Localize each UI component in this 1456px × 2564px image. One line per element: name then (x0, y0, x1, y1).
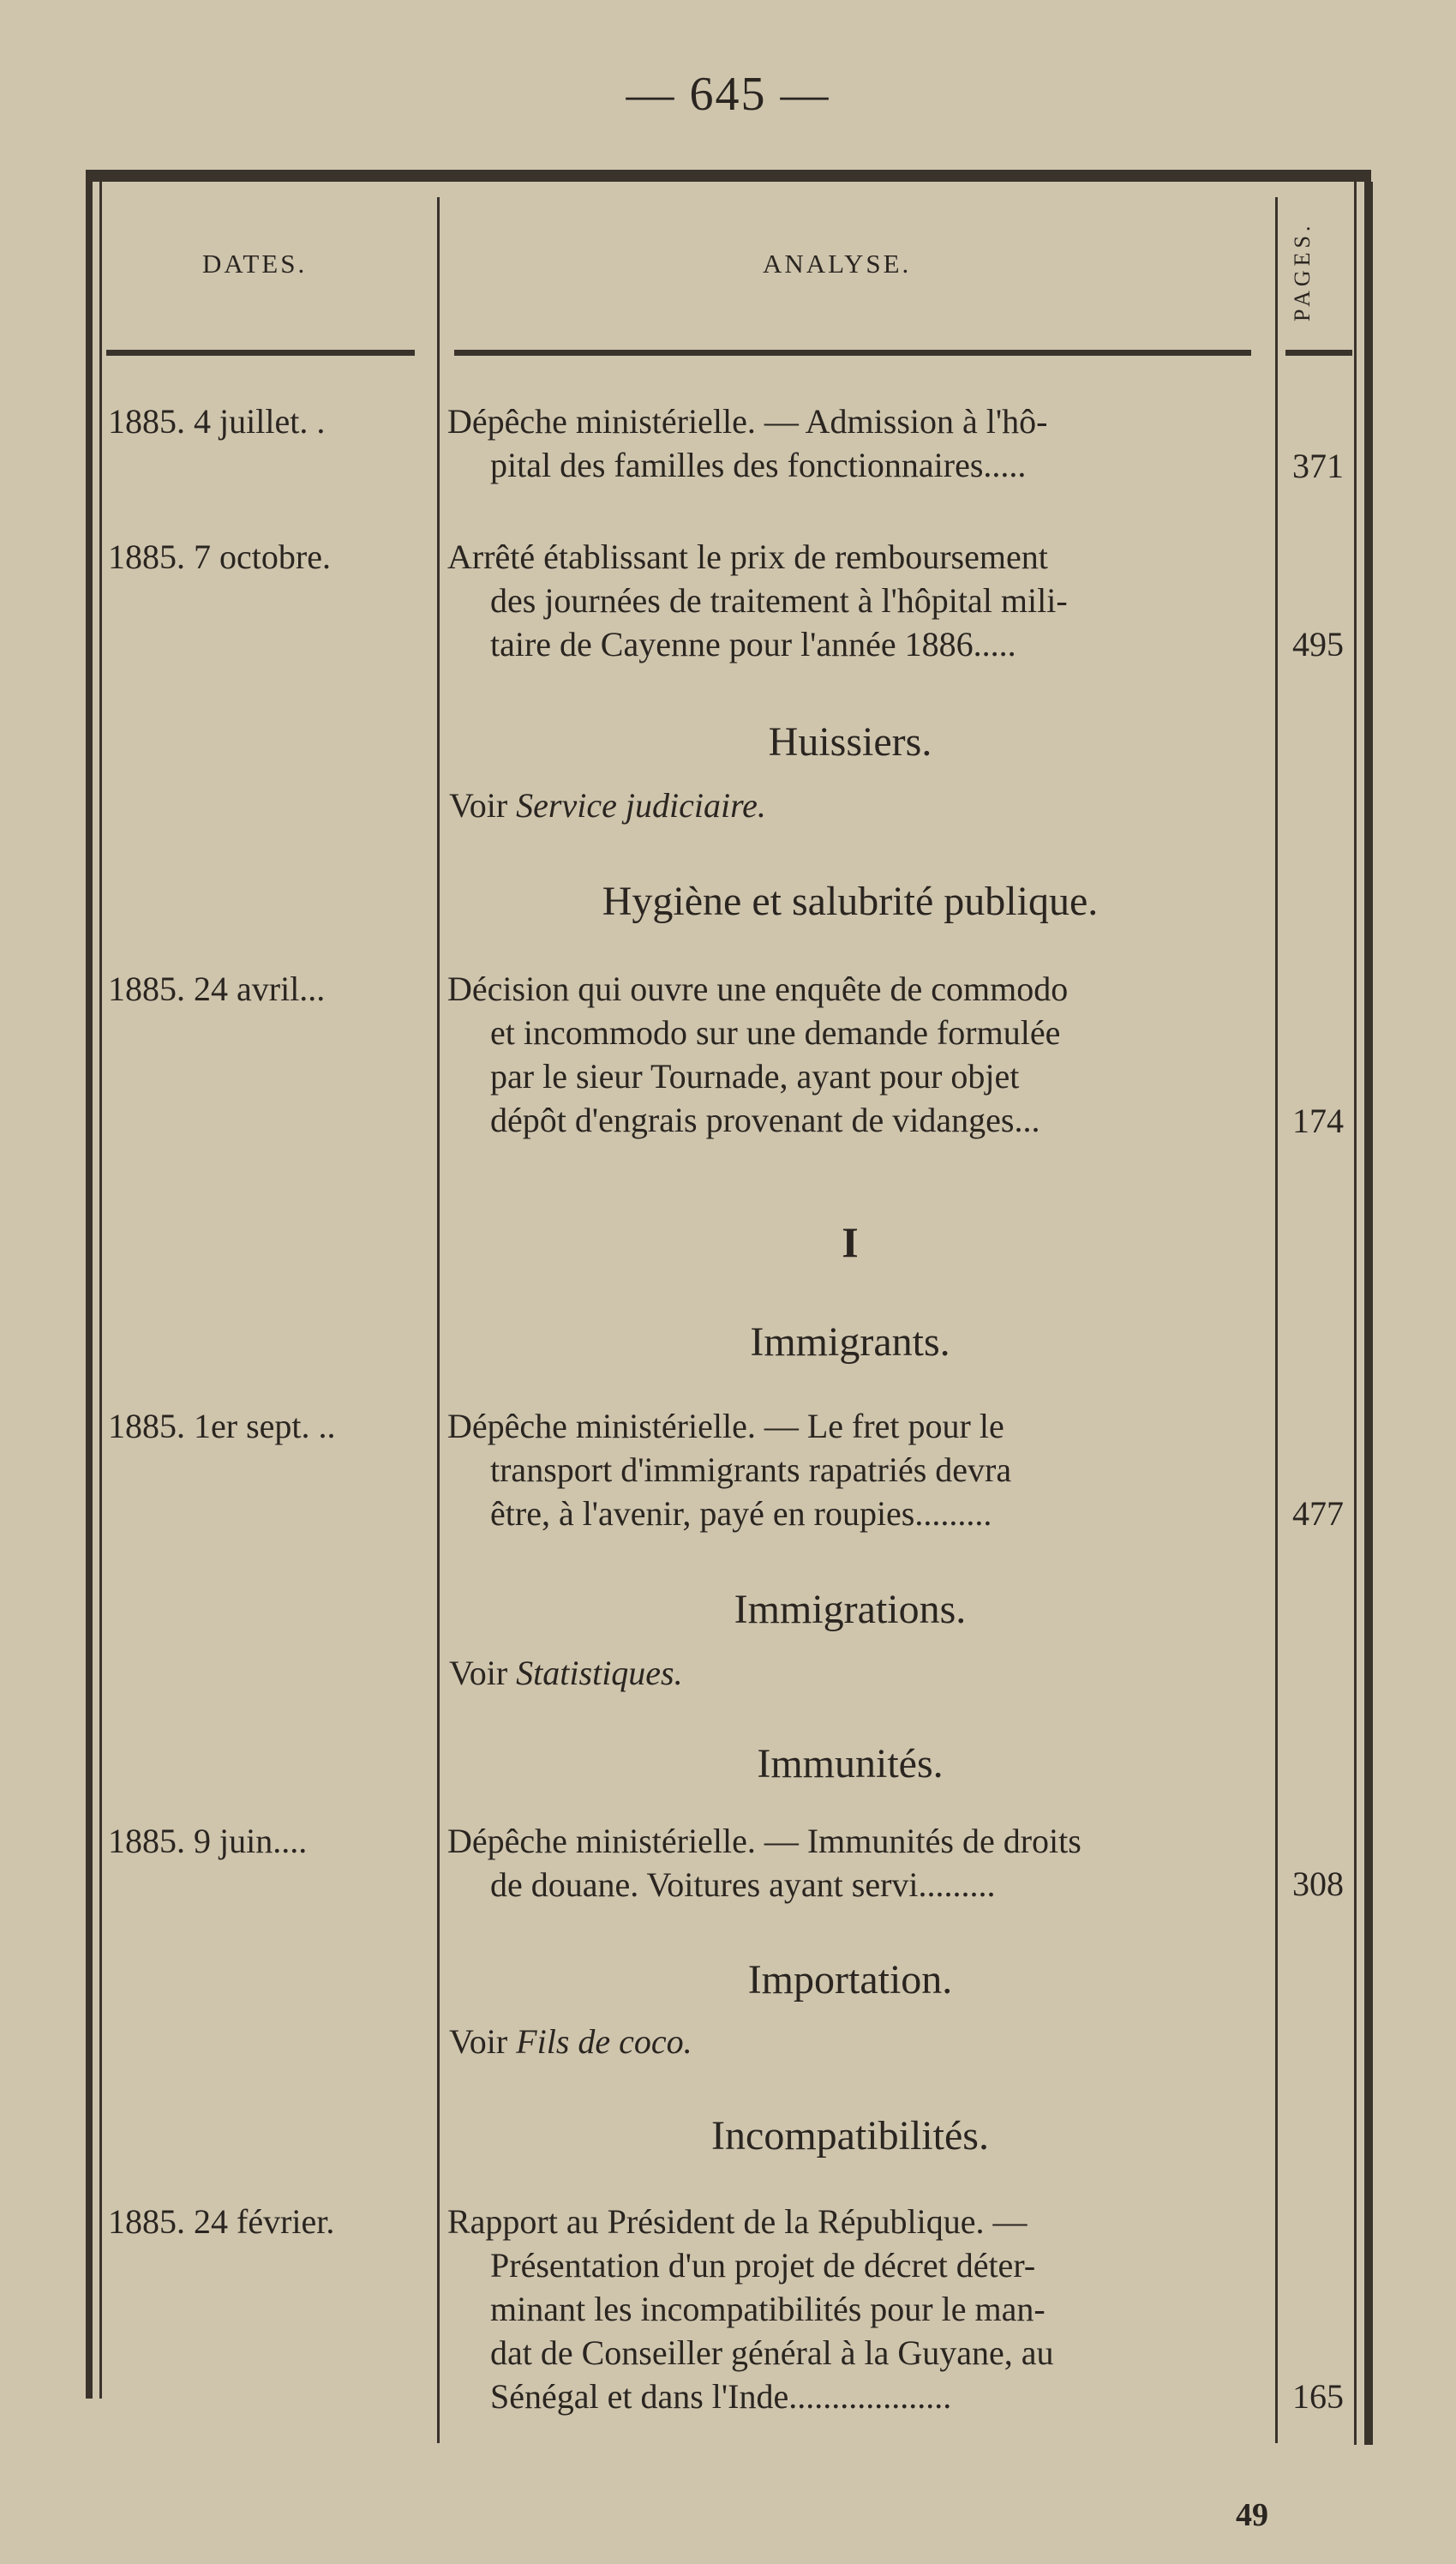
dates-column-divider (437, 197, 440, 2443)
see-also-prefix: Voir (449, 2022, 508, 2061)
entry-date: 1885. 24 avril... (108, 970, 326, 1008)
analyse-header: ANALYSE. (763, 249, 912, 279)
entry-page: 165 (1292, 2377, 1344, 2416)
analysis-line: Sénégal et dans l'Inde................... (490, 2377, 952, 2416)
analysis-line: Dépêche ministérielle. — Le fret pour le (447, 1407, 1004, 1445)
entry-page: 371 (1292, 447, 1344, 485)
analysis-line: des journées de traitement à l'hôpital mili- (490, 581, 1068, 620)
entry-date: 1885. 9 juin.... (108, 1822, 308, 1860)
section-heading-incompatibilites: Incompatibilités. (711, 2113, 989, 2159)
analysis-line: par le sieur Tournade, ayant pour objet (490, 1057, 1020, 1096)
entry-analysis (447, 967, 1253, 1142)
entry-analysis (447, 1404, 1253, 1535)
see-also-prefix: Voir (449, 786, 508, 825)
section-heading-immigrations: Immigrations. (734, 1587, 967, 1632)
entry-page: 174 (1292, 1102, 1344, 1140)
analysis-line: être, à l'avenir, payé en roupies......... (490, 1494, 992, 1533)
entry-date: 1885. 1er sept. .. (108, 1407, 336, 1445)
analysis-line: dat de Conseiller général à la Guyane, au (490, 2333, 1054, 2372)
pages-column-divider (1275, 197, 1278, 2443)
see-also-fils-de-coco (449, 2021, 692, 2062)
see-also-prefix: Voir (449, 1654, 508, 1692)
entry-page: 308 (1292, 1864, 1344, 1903)
analysis-line: Dépêche ministérielle. — Admission à l'hô- (447, 402, 1048, 441)
letter-heading-i: I (842, 1218, 859, 1266)
table-right-border (1364, 182, 1373, 2445)
dates-header-rule (106, 350, 415, 356)
analysis-line: minant les incompatibilités pour le man- (490, 2290, 1046, 2328)
entry-analysis (447, 399, 1253, 487)
table-left-inner-border (99, 182, 102, 2399)
see-also-reference: Fils de coco. (516, 2022, 692, 2061)
entry-analysis (447, 2200, 1253, 2418)
analysis-line: Arrêté établissant le prix de remboursement (447, 537, 1048, 576)
page-number: — 645 — (626, 68, 830, 121)
pages-header: PAGES. (1290, 221, 1315, 322)
entry-page: 477 (1292, 1494, 1344, 1533)
section-heading-hygiene: Hygiène et salubrité publique. (602, 879, 1099, 924)
see-also-service-judiciaire (449, 785, 766, 826)
table-right-inner-border (1354, 182, 1357, 2445)
see-also-reference: Service judiciaire. (516, 786, 766, 825)
section-heading-immigrants: Immigrants. (750, 1319, 950, 1365)
section-heading-importation: Importation. (747, 1957, 953, 2003)
entry-date: 1885. 4 juillet. . (108, 402, 326, 441)
entry-analysis (447, 535, 1253, 666)
table-top-border (86, 170, 1371, 182)
analysis-line: pital des familles des fonctionnaires..... (490, 446, 1027, 484)
analyse-header-rule (454, 350, 1251, 356)
analysis-line: taire de Cayenne pour l'année 1886..... (490, 625, 1016, 664)
analysis-line: de douane. Voitures ayant servi......... (490, 1865, 996, 1904)
section-heading-immunites: Immunités. (757, 1741, 944, 1786)
entry-analysis (447, 1819, 1253, 1906)
dates-header: DATES. (202, 249, 308, 279)
section-heading-huissiers: Huissiers. (768, 719, 932, 765)
analysis-line: et incommodo sur une demande formulée (490, 1013, 1061, 1052)
analysis-line: Rapport au Président de la République. — (447, 2202, 1028, 2241)
entry-date: 1885. 7 octobre. (108, 537, 331, 576)
pages-header-rule (1285, 350, 1352, 356)
see-also-statistiques (449, 1653, 683, 1693)
analysis-line: transport d'immigrants rapatriés devra (490, 1450, 1012, 1489)
analysis-line: dépôt d'engrais provenant de vidanges... (490, 1101, 1040, 1139)
analysis-line: Présentation d'un projet de décret déter- (490, 2246, 1036, 2285)
signature-mark: 49 (1236, 2497, 1268, 2533)
see-also-reference: Statistiques. (516, 1654, 683, 1692)
analysis-line: Dépêche ministérielle. — Immunités de droits (447, 1822, 1082, 1860)
entry-page: 495 (1292, 625, 1344, 664)
table-left-border (86, 170, 93, 2399)
analysis-line: Décision qui ouvre une enquête de commodo (447, 970, 1069, 1008)
entry-date: 1885. 24 février. (108, 2202, 335, 2241)
